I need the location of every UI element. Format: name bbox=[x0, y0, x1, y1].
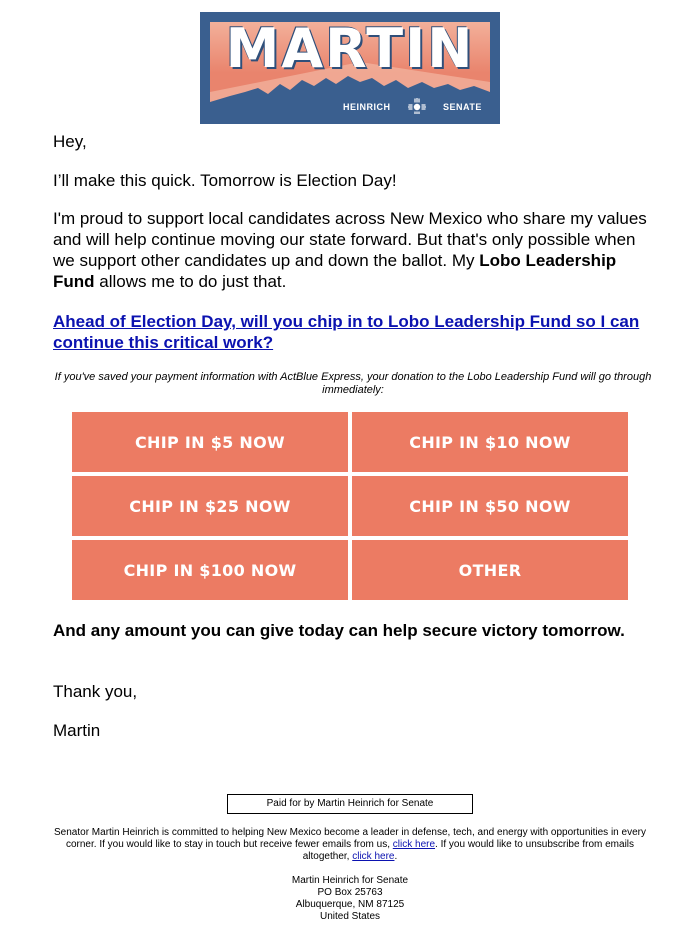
footer-text-1: Senator Martin Heinrich is committed to helping New Mexico become a leader in defense, tech, and energy with opportunities in every corner. If you would like to stay in touch but receive fewer emails from us, bbox=[54, 827, 646, 850]
zia-sun-icon bbox=[408, 98, 426, 114]
unsubscribe-link[interactable]: click here bbox=[352, 851, 395, 862]
chip-in-25-button[interactable]: CHIP IN $25 NOW bbox=[72, 476, 348, 536]
cta-paragraph bbox=[53, 311, 653, 353]
donation-buttons bbox=[72, 412, 628, 600]
address-line: United States bbox=[319, 911, 381, 922]
fund-name: Lobo Leadership Fund bbox=[53, 251, 617, 291]
secure-victory-text: And any amount you can give today can help secure victory tomorrow. bbox=[53, 621, 625, 640]
paid-for-disclaimer: Paid for by Martin Heinrich for Senate bbox=[227, 794, 473, 814]
chip-in-100-button[interactable]: CHIP IN $100 NOW bbox=[72, 540, 348, 600]
intro-line: I’ll make this quick. Tomorrow is Election Day! bbox=[53, 171, 397, 190]
closing: Thank you, bbox=[53, 682, 138, 701]
address-line: Martin Heinrich for Senate bbox=[291, 875, 409, 886]
chip-in-50-button[interactable]: CHIP IN $50 NOW bbox=[352, 476, 628, 536]
address-line: PO Box 25763 bbox=[317, 887, 383, 898]
logo-subtitle-left: HEINRICH bbox=[343, 102, 391, 112]
support-text-start: I'm proud to support local candidates across New Mexico who share my values and will help continue moving our state forward. But that's only possible when we support other candidates up and down the ballot. My bbox=[53, 209, 647, 270]
chip-in-10-button[interactable]: CHIP IN $10 NOW bbox=[352, 412, 628, 472]
footer-text-3: . bbox=[394, 851, 398, 862]
other-amount-button[interactable]: OTHER bbox=[352, 540, 628, 600]
chip-in-5-button[interactable]: CHIP IN $5 NOW bbox=[72, 412, 348, 472]
footer-text-2: . If you would like to unsubscribe from emails altogether, bbox=[302, 839, 635, 862]
cta-donate-link[interactable]: Ahead of Election Day, will you chip in to Lobo Leadership Fund so I can continue this critical work? bbox=[53, 312, 640, 352]
logo-subtitle-right: SENATE bbox=[443, 102, 482, 112]
mailing-address bbox=[200, 875, 500, 923]
address-line: Albuquerque, NM 87125 bbox=[295, 899, 405, 910]
footer-text bbox=[53, 827, 647, 863]
support-paragraph bbox=[53, 208, 653, 292]
support-text-end: allows me to do just that. bbox=[94, 272, 287, 291]
campaign-logo bbox=[200, 12, 500, 124]
logo-title: MARTIN bbox=[225, 17, 475, 80]
greeting: Hey, bbox=[53, 132, 87, 151]
fewer-emails-link[interactable]: click here bbox=[392, 839, 436, 850]
actblue-note: If you've saved your payment information with ActBlue Express, your donation to the Lobo Leadership Fund will go through immediately: bbox=[54, 371, 652, 396]
signature: Martin bbox=[53, 721, 101, 740]
